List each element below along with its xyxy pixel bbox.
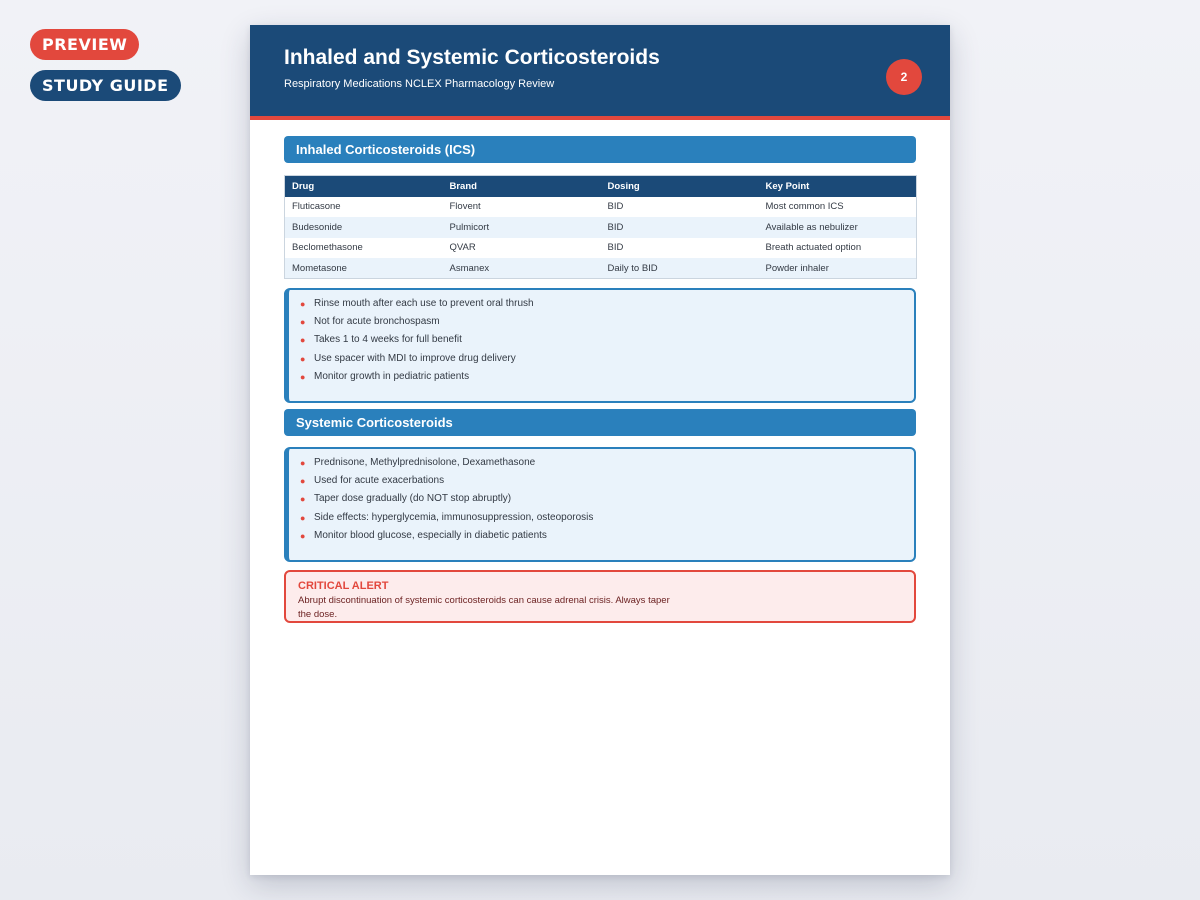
cell-brand: QVAR [443, 238, 601, 259]
cell-brand: Pulmicort [443, 217, 601, 238]
list-item-text: Prednisone, Methylprednisolone, Dexamethasone [314, 457, 536, 468]
section-header-systemic: Systemic Corticosteroids [284, 409, 916, 436]
cell-dosing: BID [601, 217, 759, 238]
list-item-text: Rinse mouth after each use to prevent oral thrush [314, 298, 534, 309]
table-header-row [285, 176, 917, 197]
list-item [300, 473, 914, 491]
column-header-key-point: Key Point [759, 176, 917, 197]
bullet-icon: ● [300, 317, 306, 328]
preview-badge: PREVIEW [30, 29, 139, 60]
page-number-badge: 2 [886, 59, 922, 95]
list-item [300, 491, 914, 509]
page-subtitle: Respiratory Medications NCLEX Pharmacology Review [284, 78, 555, 90]
list-item [300, 455, 914, 473]
column-header-dosing: Dosing [601, 176, 759, 197]
cell-dosing: BID [601, 197, 759, 218]
systemic-tips-box [284, 447, 916, 562]
bullet-icon: ● [300, 530, 306, 541]
list-item [300, 369, 914, 387]
bullet-icon: ● [300, 335, 306, 346]
critical-alert-box [284, 570, 916, 623]
alert-text: Abrupt discontinuation of systemic corticosteroids can cause adrenal crisis. Always taper the dose. [298, 595, 670, 620]
list-item [300, 351, 914, 369]
bullet-icon: ● [300, 494, 306, 505]
cell-drug: Beclomethasone [285, 238, 443, 259]
cell-dosing: BID [601, 238, 759, 259]
header-divider [250, 116, 950, 120]
section-header-inhaled: Inhaled Corticosteroids (ICS) [284, 136, 916, 163]
table-row [285, 197, 917, 218]
table-row [285, 217, 917, 238]
cell-drug: Mometasone [285, 258, 443, 279]
ics-drug-table [284, 175, 917, 279]
list-item [300, 314, 914, 332]
bullet-icon: ● [300, 371, 306, 382]
cell-dosing: Daily to BID [601, 258, 759, 279]
list-item [300, 528, 914, 546]
cell-key-point: Most common ICS [759, 197, 917, 218]
list-item-text: Taper dose gradually (do NOT stop abruptly) [314, 493, 512, 505]
systemic-bullet-list [289, 449, 914, 546]
ics-tips-box [284, 288, 916, 403]
cell-brand: Flovent [443, 197, 601, 218]
cell-key-point: Available as nebulizer [759, 217, 917, 238]
list-item-text: Monitor blood glucose, especially in diabetic patients [314, 529, 547, 541]
list-item-text: Used for acute exacerbations [314, 475, 445, 487]
study-guide-badge: STUDY GUIDE [30, 70, 181, 101]
alert-title: CRITICAL ALERT [298, 580, 389, 592]
bullet-icon: ● [300, 476, 306, 487]
column-header-brand: Brand [443, 176, 601, 197]
ics-bullet-list [289, 290, 914, 387]
column-header-drug: Drug [285, 176, 443, 197]
list-item [300, 296, 914, 314]
cell-key-point: Powder inhaler [759, 258, 917, 279]
bullet-icon: ● [300, 458, 306, 468]
cell-drug: Fluticasone [285, 197, 443, 218]
list-item [300, 332, 914, 350]
list-item-text: Not for acute bronchospasm [314, 316, 440, 328]
list-item [300, 510, 914, 528]
bullet-icon: ● [300, 512, 306, 523]
cell-drug: Budesonide [285, 217, 443, 238]
cell-brand: Asmanex [443, 258, 601, 279]
list-item-text: Monitor growth in pediatric patients [314, 370, 470, 382]
page-title: Inhaled and Systemic Corticosteroids [284, 46, 660, 69]
cell-key-point: Breath actuated option [759, 238, 917, 259]
list-item-text: Use spacer with MDI to improve drug delivery [314, 352, 516, 364]
table-row [285, 238, 917, 259]
list-item-text: Takes 1 to 4 weeks for full benefit [314, 334, 462, 346]
document-page [250, 25, 950, 875]
table-row [285, 258, 917, 279]
page-header [250, 25, 950, 116]
list-item-text: Side effects: hyperglycemia, immunosuppression, osteoporosis [314, 511, 594, 523]
bullet-icon: ● [300, 299, 306, 309]
bullet-icon: ● [300, 353, 306, 364]
